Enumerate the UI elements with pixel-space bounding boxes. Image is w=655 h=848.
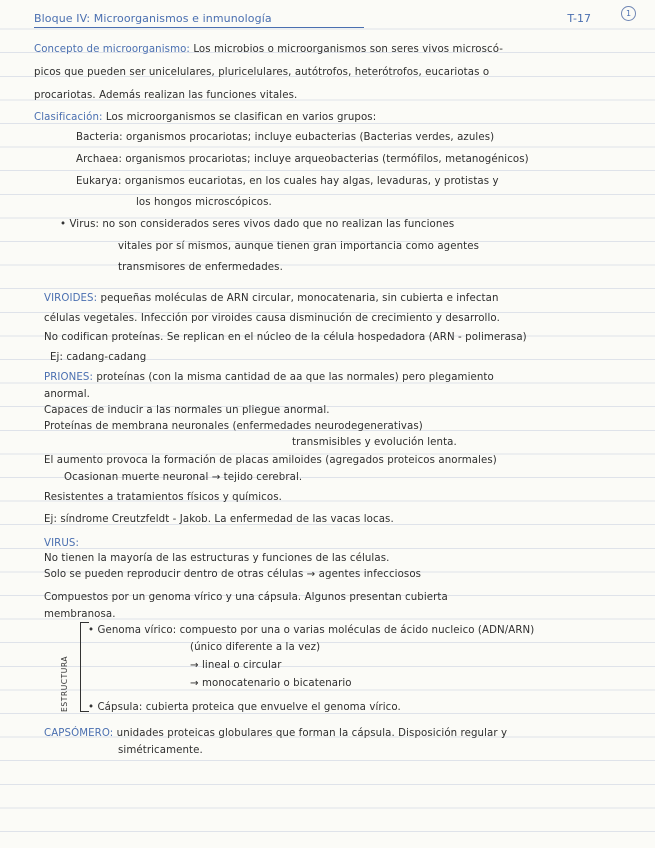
- page-code: T-17: [567, 12, 591, 25]
- genoma-sub-1: (único diferente a la vez): [190, 642, 321, 653]
- virus-note-text-1: no son considerados seres vivos dado que no realizan las funciones: [102, 219, 455, 230]
- concepto-label: Concepto de microorganismo:: [34, 44, 190, 55]
- genoma-line: [88, 625, 534, 637]
- priones-label: PRIONES:: [44, 372, 94, 383]
- class-item-archaea: [76, 154, 529, 166]
- clasificacion-label: Clasificación:: [34, 112, 103, 123]
- concepto-text-1: Los microbios o microorganismos son seres vivos microscó-: [193, 44, 504, 55]
- virus-note-line-3: transmisores de enfermedades.: [118, 262, 283, 273]
- priones-line-2: anormal.: [44, 389, 90, 400]
- virus-line-2: Solo se pueden reproducir dentro de otras células → agentes infecciosos: [44, 569, 422, 580]
- genoma-term: Genoma vírico:: [97, 625, 177, 636]
- class-text: organismos eucariotas, en los cuales hay algas, levaduras, y protistas y: [124, 176, 499, 187]
- priones-line-8: Resistentes a tratamientos físicos y químicos.: [44, 492, 282, 503]
- capsula-term: Cápsula:: [97, 702, 143, 713]
- viroides-example: Ej: cadang-cadang: [50, 352, 147, 363]
- bullet-icon: •: [88, 702, 95, 713]
- priones-line-9: Ej: síndrome Creutzfeldt - Jakob. La enfermedad de las vacas locas.: [44, 514, 394, 525]
- priones-text-1: proteínas (con la misma cantidad de aa que las normales) pero plegamiento: [96, 372, 494, 383]
- genoma-text: compuesto por una o varias moléculas de ácido nucleico (ADN/ARN): [179, 625, 535, 636]
- class-text: organismos procariotas; incluye eubacterias (Bacterias verdes, azules): [126, 132, 495, 143]
- virus-label: VIRUS:: [44, 538, 80, 549]
- class-item-bacteria: [76, 132, 494, 144]
- viroides-line-1: [44, 293, 499, 305]
- title-underline: [34, 27, 364, 28]
- class-item-eukarya-cont: los hongos microscópicos.: [136, 197, 272, 208]
- viroides-line-2: células vegetales. Infección por viroides causa disminución de crecimiento y desarrollo.: [44, 313, 500, 324]
- capsula-line: [88, 702, 401, 714]
- class-item-eukarya: [76, 176, 499, 188]
- virus-line-1: No tienen la mayoría de las estructuras y funciones de las células.: [44, 553, 390, 564]
- clasificacion-line: [34, 112, 376, 124]
- viroides-text-1: pequeñas moléculas de ARN circular, monocatenaria, sin cubierta e infectan: [100, 293, 499, 304]
- virus-note-line-1: [60, 219, 454, 231]
- virus-note-term: Virus:: [69, 219, 100, 230]
- priones-line-3: Capaces de inducir a las normales un pliegue anormal.: [44, 405, 330, 416]
- class-term: Archaea:: [76, 154, 122, 165]
- capsomero-line-2: simétricamente.: [118, 745, 203, 756]
- bullet-icon: •: [88, 625, 95, 636]
- viroides-line-3: No codifican proteínas. Se replican en el núcleo de la célula hospedadora (ARN - polimerasa): [44, 332, 527, 343]
- virus-line-3: Compuestos por un genoma vírico y una cápsula. Algunos presentan cubierta: [44, 592, 448, 603]
- priones-line-7: Ocasionan muerte neuronal → tejido cerebral.: [64, 472, 303, 483]
- class-term: Bacteria:: [76, 132, 123, 143]
- priones-line-1: [44, 372, 494, 384]
- virus-note-line-2: vitales por sí mismos, aunque tienen gran importancia como agentes: [118, 241, 480, 252]
- genoma-sub-3: → monocatenario o bicatenario: [190, 678, 352, 689]
- priones-line-5: transmisibles y evolución lenta.: [292, 437, 457, 448]
- capsomero-label: CAPSÓMERO:: [44, 728, 114, 739]
- viroides-label: VIROIDES:: [44, 293, 98, 304]
- concepto-line-1: [34, 44, 503, 56]
- bullet-icon: •: [60, 219, 67, 230]
- class-text: organismos procariotas; incluye arqueobacterias (termófilos, metanogénicos): [125, 154, 529, 165]
- virus-line-4: membranosa.: [44, 609, 116, 620]
- clasificacion-intro: Los microorganismos se clasifican en varios grupos:: [105, 112, 377, 123]
- concepto-line-2: picos que pueden ser unicelulares, pluricelulares, autótrofos, heterótrofos, eucariotas o: [34, 67, 490, 78]
- page-title: Bloque IV: Microorganismos e inmunología: [34, 12, 272, 25]
- estructura-vertical-label: ESTRUCTURA: [60, 655, 69, 712]
- genoma-sub-2: → lineal o circular: [190, 660, 282, 671]
- concepto-line-3: procariotas. Además realizan las funciones vitales.: [34, 90, 298, 101]
- class-term: Eukarya:: [76, 176, 122, 187]
- priones-line-4: Proteínas de membrana neuronales (enfermedades neurodegenerativas): [44, 421, 423, 432]
- capsomero-line-1: [44, 728, 507, 740]
- capsomero-text-1: unidades proteicas globulares que forman la cápsula. Disposición regular y: [116, 728, 508, 739]
- priones-line-6: El aumento provoca la formación de placas amiloides (agregados proteicos anormales): [44, 455, 497, 466]
- capsula-text: cubierta proteica que envuelve el genoma vírico.: [145, 702, 401, 713]
- page-number-circle: 1: [621, 6, 636, 21]
